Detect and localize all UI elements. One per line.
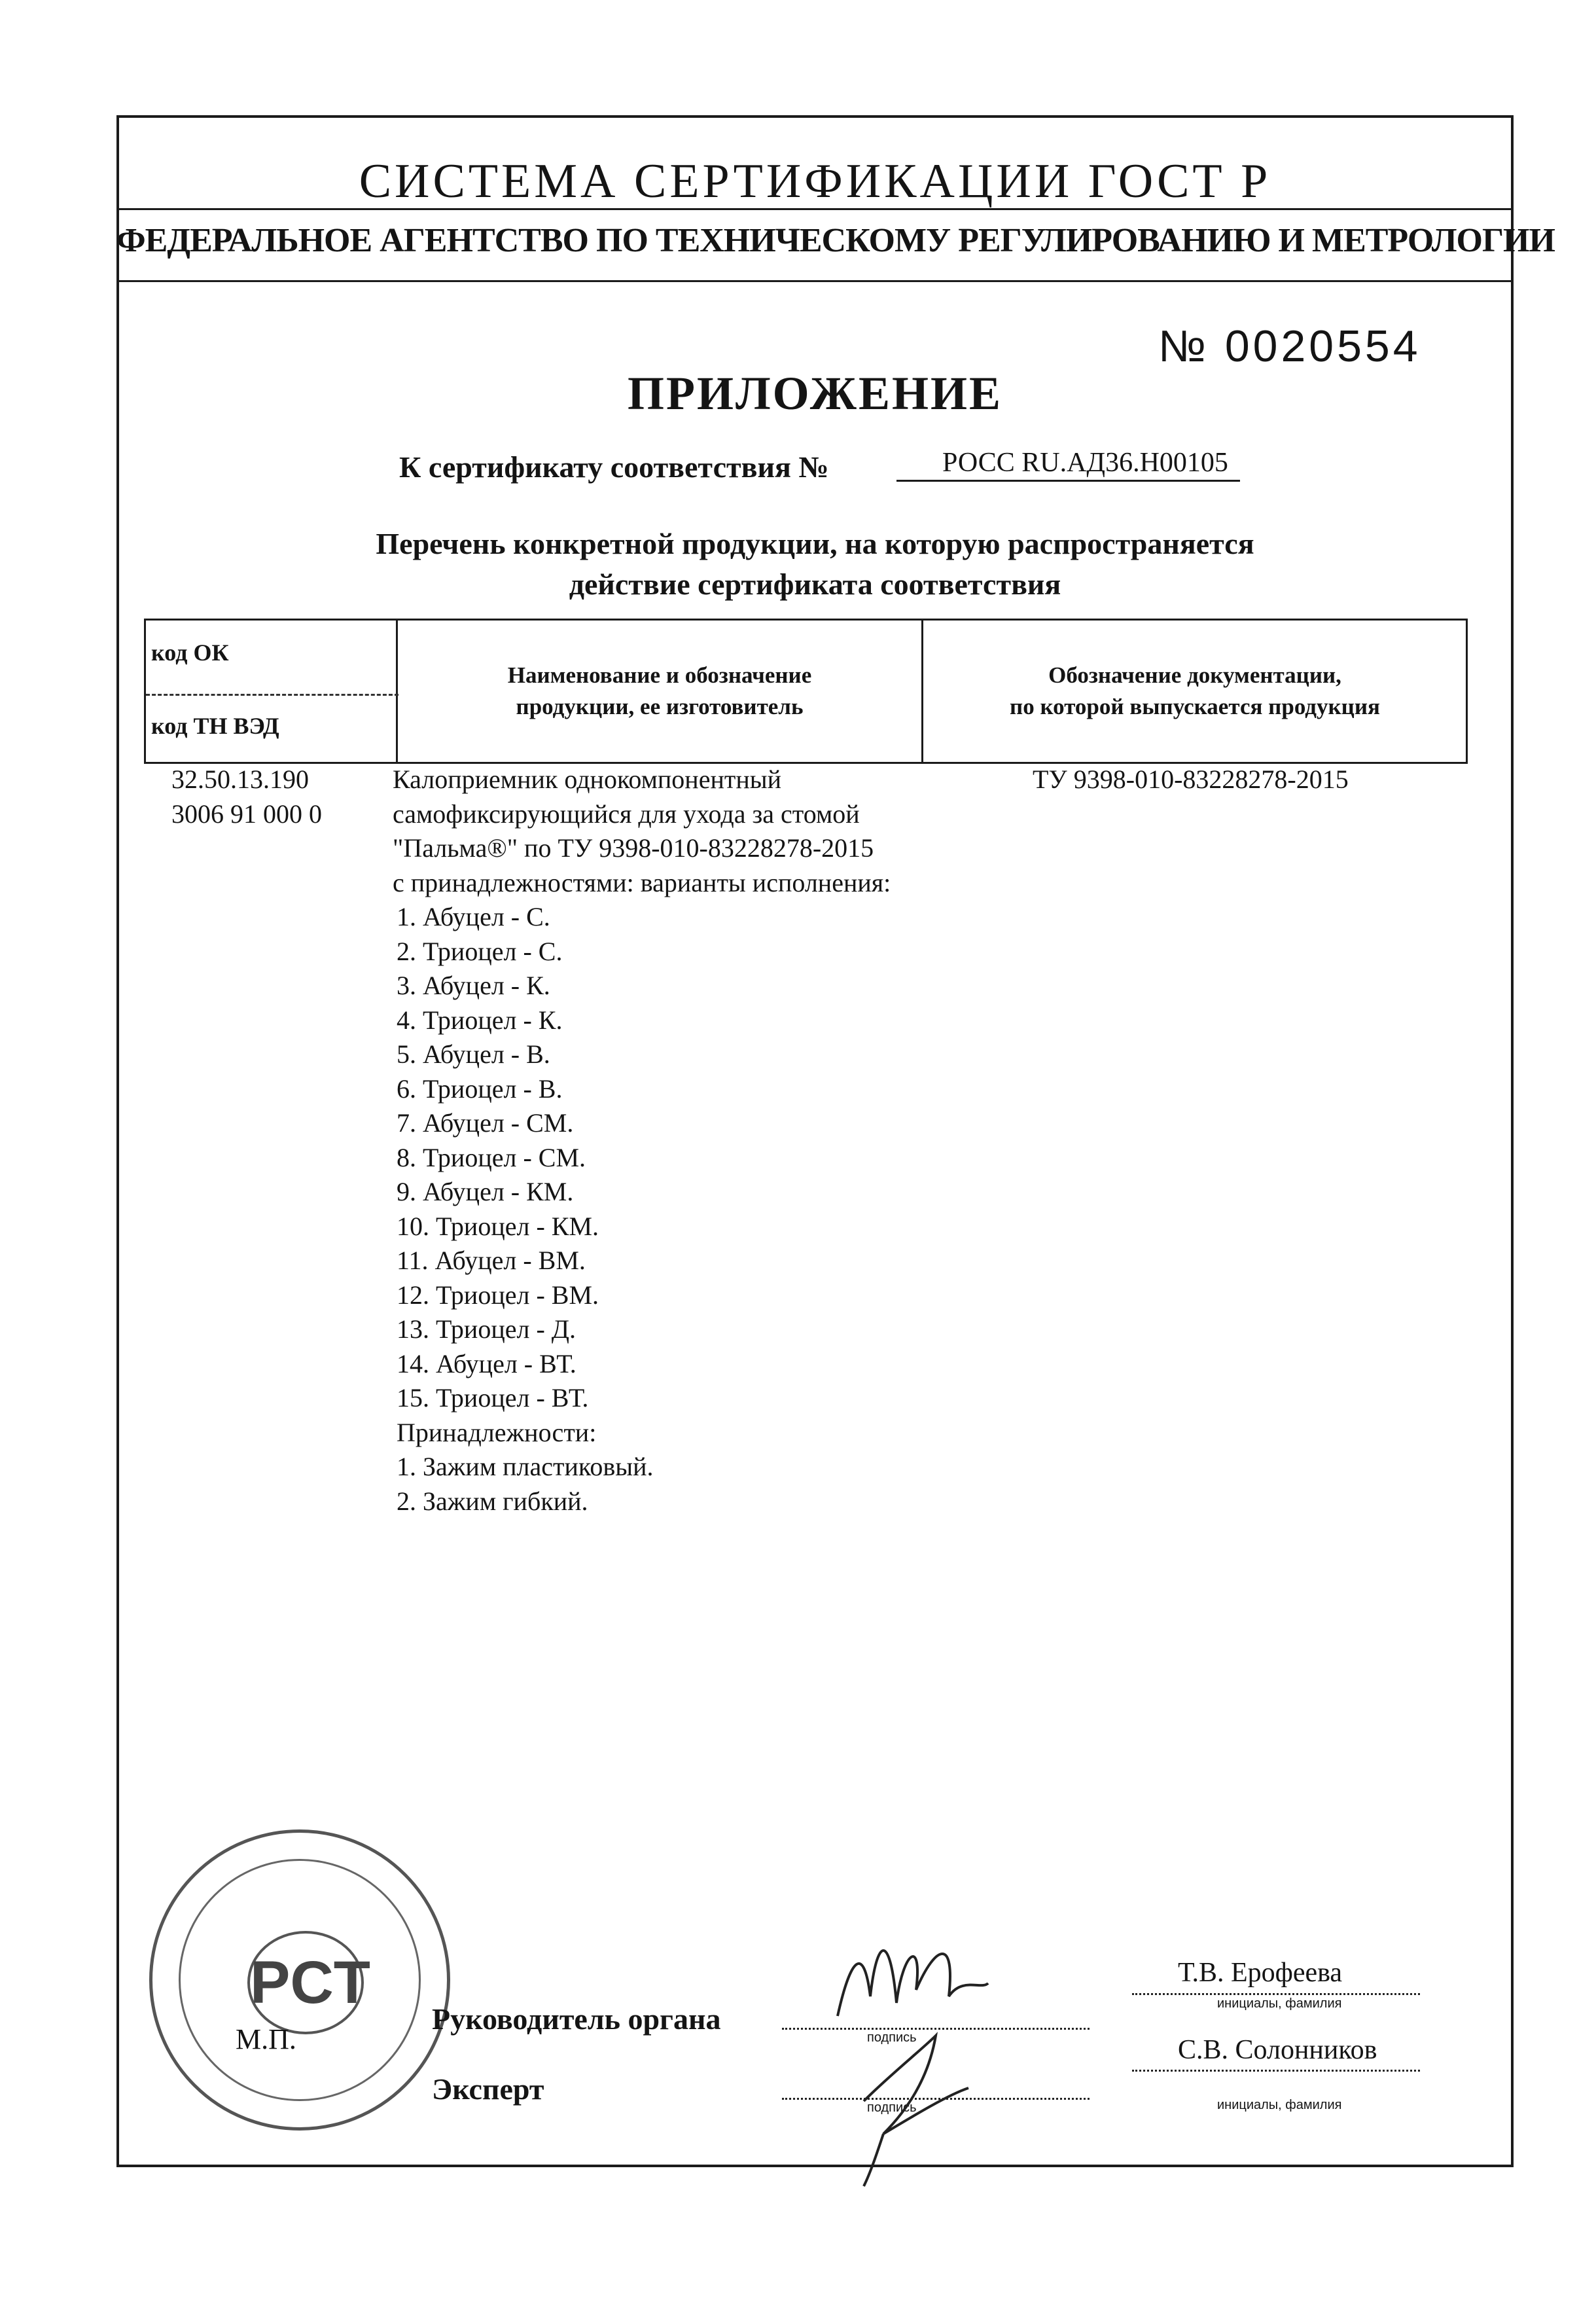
row-divider: [146, 694, 399, 696]
expert-label: Эксперт: [432, 2072, 544, 2106]
code-tnved-header: код ТН ВЭД: [151, 713, 279, 739]
variant-item: 2. Триоцел - С.: [397, 936, 563, 966]
variant-item: 4. Триоцел - К.: [397, 1005, 563, 1035]
rst-emblem-icon: PCT: [247, 1931, 364, 2034]
head-initials-caption: инициалы, фамилия: [1217, 1996, 1342, 2011]
variant-item: 3. Абуцел - К.: [397, 971, 550, 1000]
documentation-header-line-2: по которой выпускается продукция: [1010, 694, 1380, 719]
table-header: [144, 619, 1468, 764]
form-number: № 0020554: [1158, 321, 1421, 371]
product-name-header-line-2: продукции, ее изготовитель: [516, 694, 804, 719]
certificate-reference-label: К сертификату соответствия №: [399, 450, 829, 484]
variant-item: 14. Абуцел - ВТ.: [397, 1348, 576, 1378]
certificate-number: РОСС RU.АД36.Н00105: [896, 447, 1240, 482]
system-title: СИСТЕМА СЕРТИФИКАЦИИ ГОСТ Р: [359, 154, 1271, 208]
head-name: Т.В. Ерофеева: [1178, 1958, 1343, 1988]
agency-title: ФЕДЕРАЛЬНОЕ АГЕНТСТВО ПО ТЕХНИЧЕСКОМУ РЕГУЛИРОВАНИЮ И МЕТРОЛОГИИ: [116, 222, 1555, 259]
variant-item: 6. Триоцел - В.: [397, 1073, 563, 1104]
variant-item: 12. Триоцел - ВМ.: [397, 1280, 599, 1310]
accessory-item: 1. Зажим пластиковый.: [397, 1452, 654, 1481]
product-name-header: [398, 660, 921, 723]
head-signature-caption: подпись: [867, 2030, 917, 2045]
expert-name-line: [1132, 2070, 1420, 2072]
product-line: самофиксирующийся для ухода за стомой: [393, 799, 860, 829]
list-title: [116, 524, 1514, 605]
code-ok-value: 32.50.13.190: [171, 765, 309, 794]
head-of-body-label: Руководитель органа: [432, 2002, 721, 2036]
variant-item: 7. Абуцел - СМ.: [397, 1108, 574, 1138]
product-name-header-line-1: Наименование и обозначение: [507, 662, 812, 688]
variant-item: 8. Триоцел - СМ.: [397, 1142, 586, 1172]
expert-signature: [844, 2023, 988, 2193]
head-name-line: [1132, 1993, 1420, 1995]
expert-initials-caption: инициалы, фамилия: [1217, 2098, 1342, 2112]
variant-item: 1. Абуцел - С.: [397, 902, 550, 931]
product-line: Калоприемник однокомпонентный: [393, 765, 782, 794]
variant-item: 15. Триоцел - ВТ.: [397, 1383, 589, 1413]
list-title-line-1: Перечень конкретной продукции, на которую распространяется: [376, 527, 1254, 560]
code-ok-header: код ОК: [151, 639, 229, 666]
documentation-header: [923, 660, 1466, 723]
header-divider-bottom: [116, 280, 1514, 282]
head-signature: [825, 1918, 995, 2036]
variant-item: 11. Абуцел - ВМ.: [397, 1246, 586, 1275]
list-title-line-2: действие сертификата соответствия: [569, 567, 1061, 601]
documentation-header-line-1: Обозначение документации,: [1048, 662, 1341, 688]
product-line: "Пальма®" по ТУ 9398-010-83228278-2015: [393, 833, 874, 863]
code-tnved-value: 3006 91 000 0: [171, 799, 322, 829]
product-codes: [171, 763, 322, 831]
variant-item: 9. Абуцел - КМ.: [397, 1177, 574, 1206]
organization-seal: [149, 1829, 450, 2131]
seal-label: М.П.: [236, 2023, 296, 2055]
accessory-item: 2. Зажим гибкий.: [397, 1486, 588, 1516]
expert-signature-caption: подпись: [867, 2100, 917, 2115]
documentation-value: ТУ 9398-010-83228278-2015: [1033, 765, 1349, 794]
product-description: [393, 763, 891, 1519]
variant-item: 10. Триоцел - КМ.: [397, 1211, 599, 1241]
product-line: с принадлежностями: варианты исполнения:: [393, 867, 891, 897]
variant-item: 13. Триоцел - Д.: [397, 1314, 576, 1344]
expert-name: С.В. Солонников: [1178, 2035, 1377, 2065]
annex-title: ПРИЛОЖЕНИЕ: [627, 367, 1003, 420]
variant-item: 5. Абуцел - В.: [397, 1039, 550, 1069]
accessories-label: Принадлежности:: [397, 1417, 597, 1447]
